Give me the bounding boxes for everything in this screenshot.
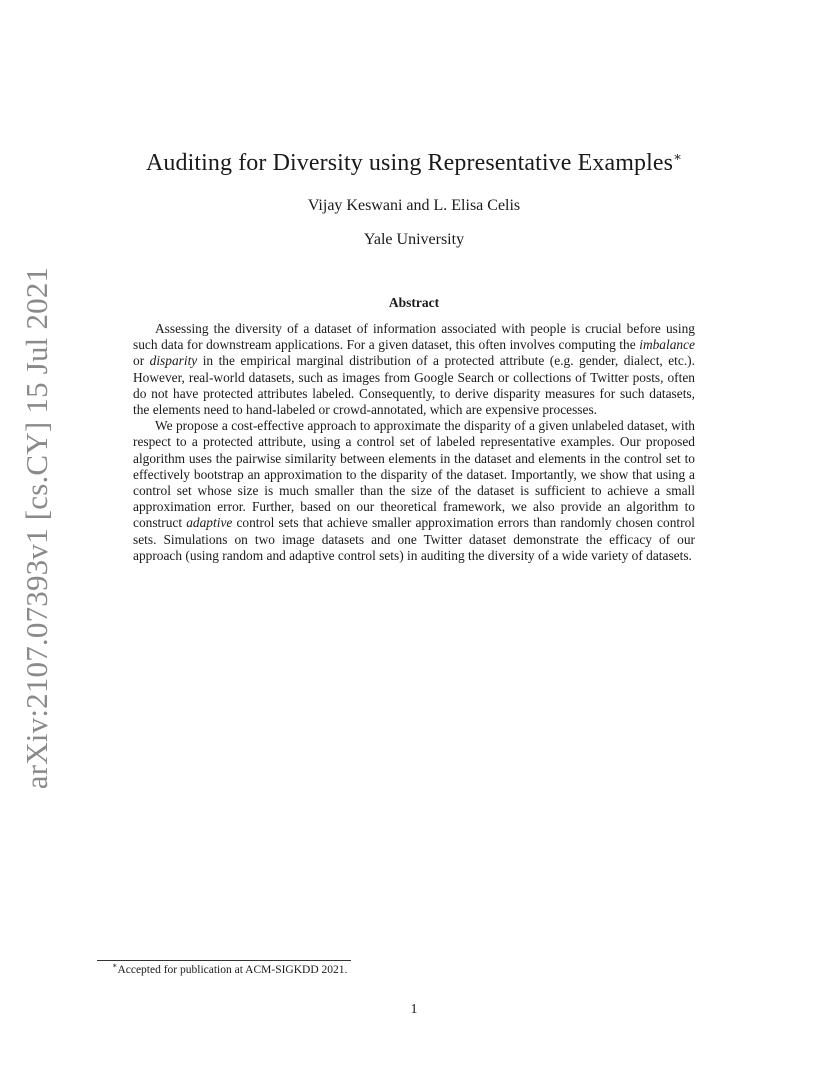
abstract-p1-text-a: Assessing the diversity of a dataset of information associated with people is crucial before using such data for downstream applications. For a given dataset, this often involves computing the (133, 321, 695, 353)
abstract-p1-text-c: in the empirical marginal distribution of a protected attribute (e.g. gender, dialect, etc.). However, real-world datasets, such as images from Google Search or collections of Twitter posts, often do not have protected attributes labeled. Consequently, to derive disparity measures for such datasets, the elements need to hand-labeled or crowd-annotated, which are expensive processes. (133, 353, 695, 418)
author-affiliation: Yale University (363, 231, 465, 248)
abstract-body (133, 321, 695, 564)
footnote-divider (97, 960, 351, 961)
abstract-heading: Abstract (388, 295, 440, 310)
abstract-p2-text-b: control sets that achieve smaller approximation errors than randomly chosen control sets. Simulations on two image datasets and one Twitter dataset demonstrate the efficacy of our approach (using random and adaptive control sets) in auditing the diversity of a wide variety of datasets. (133, 515, 695, 563)
abstract-p1-text-b: or (133, 353, 150, 369)
footnote-text: Accepted for publication at ACM-SIGKDD 2021. (117, 964, 348, 976)
abstract-p1-emphasis-imbalance: imbalance (639, 337, 695, 353)
abstract-p2-text-a: We propose a cost-effective approach to approximate the disparity of a given unlabeled dataset, with respect to a protected attribute, using a control set of labeled representative examples. Our proposed algorithm uses the pairwise similarity between elements in the dataset and elements in the control set to effectively bootstrap an approximation to the disparity of the dataset. Importantly, we show that using a control set whose size is much smaller than the size of the dataset is sufficient to achieve a small approximation error. Further, based on our theoretical framework, we also provide an algorithm to construct (133, 418, 695, 531)
arxiv-identifier-stamp: arXiv:2107.07393v1 [cs.CY] 15 Jul 2021 (19, 266, 54, 790)
abstract-p2-emphasis-adaptive: adaptive (186, 515, 233, 531)
abstract-paragraph-2 (133, 418, 695, 564)
page-number: 1 (410, 1002, 418, 1017)
title-footnote-mark: ∗ (673, 149, 683, 164)
paper-title-text: Auditing for Diversity using Representative Examples (145, 150, 674, 176)
footnote-mark: ∗ (112, 961, 118, 971)
abstract-p1-emphasis-disparity: disparity (149, 353, 198, 369)
abstract-paragraph-1 (133, 321, 695, 418)
footnote (112, 961, 348, 976)
author-list: Vijay Keswani and L. Elisa Celis (307, 197, 521, 214)
paper-title (0, 150, 828, 177)
